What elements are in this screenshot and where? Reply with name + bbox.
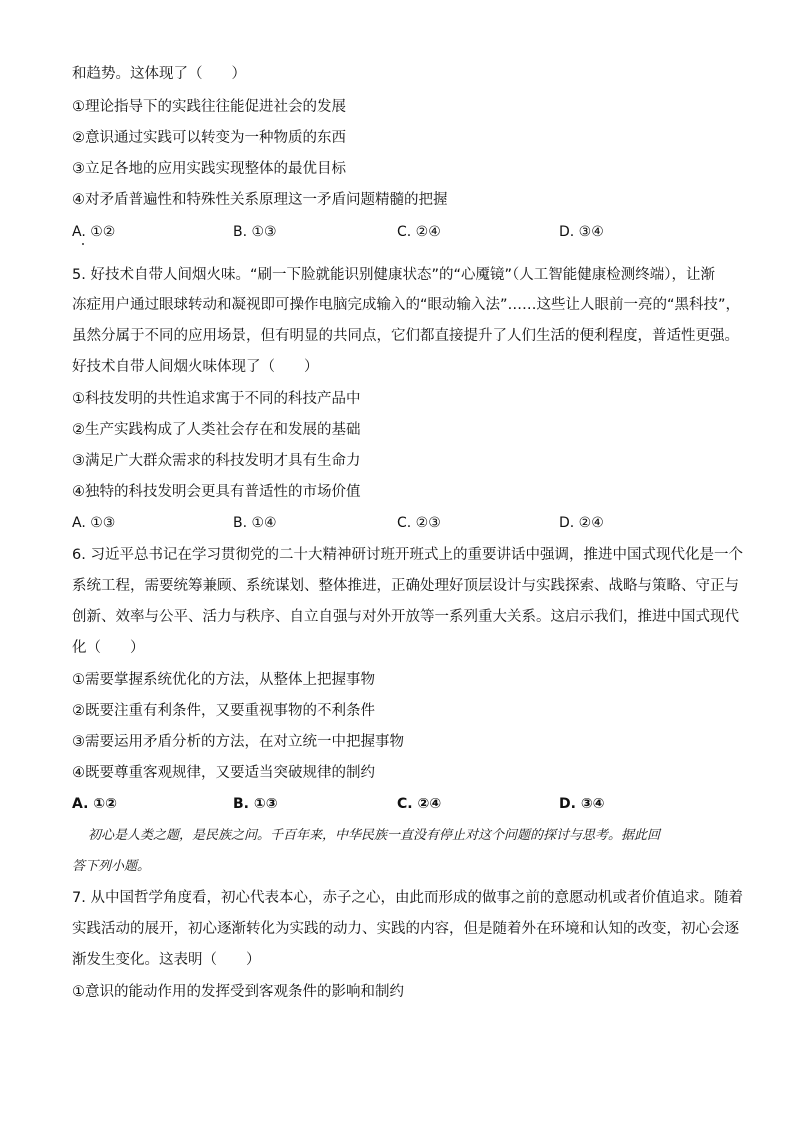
q6-stem-line-2: 系统工程，需要统筹兼顾、系统谋划、整体推进，正确处理好顶层设计与实践探索、战略与策略、守正与 xyxy=(72,578,739,594)
q6-choice-3: ③需要运用矛盾分析的方法，在对立统一中把握事物 xyxy=(72,734,404,750)
q5-option-a: A. ①③ xyxy=(72,515,116,531)
material-line-2: 答下列小题。 xyxy=(72,859,151,874)
q5-option-d: D. ②④ xyxy=(559,515,604,531)
q7-choice-1: ①意识的能动作用的发挥受到客观条件的影响和制约 xyxy=(72,984,404,1000)
stray-dot xyxy=(82,243,84,245)
q6-stem-line-1: 6. 习近平总书记在学习贯彻党的二十大精神研讨班开班式上的重要讲话中强调，推进中国式现代化是一个 xyxy=(72,547,743,563)
q5-stem-line-4: 好技术自带人间烟火味体现了（ ） xyxy=(72,359,319,375)
q5-options xyxy=(72,513,732,533)
q5-choice-3: ③满足广大群众需求的科技发明才具有生命力 xyxy=(72,453,361,469)
q5-option-c: C. ②③ xyxy=(397,515,441,531)
q7-stem-line-2: 实践活动的展开，初心逐渐转化为实践的动力、实践的内容，但是随着外在环境和认知的改变，初心会逐 xyxy=(72,921,739,937)
q5-stem-line-1: 5. 好技术自带人间烟火味。“刷一下脸就能识别健康状态”的“心魇镜”（人工智能健康检测终端），让渐 xyxy=(72,267,715,283)
q6-stem-line-3: 创新、效率与公平、活力与秩序、自立自强与对外开放等一系列重大关系。这启示我们，推进中国式现代 xyxy=(72,609,739,625)
q4-option-a: A. ①② xyxy=(72,224,116,240)
q4-option-b: B. ①③ xyxy=(233,224,277,240)
q5-choice-1: ①科技发明的共性追求寓于不同的科技产品中 xyxy=(72,391,361,407)
q6-choice-4: ④既要尊重客观规律，又要适当突破规律的制约 xyxy=(72,765,375,781)
q5-stem-line-2: 冻症用户通过眼球转动和凝视即可操作电脑完成输入的“眼动输入法”……这些让人眼前一亮的“黑科技”， xyxy=(72,297,741,313)
q4-option-c: C. ②④ xyxy=(397,224,441,240)
q6-options xyxy=(72,794,732,814)
q4-choice-3: ③立足各地的应用实践实现整体的最优目标 xyxy=(72,161,346,177)
q6-option-b: B. ①③ xyxy=(233,796,278,812)
q6-choice-1: ①需要掌握系统优化的方法，从整体上把握事物 xyxy=(72,672,375,688)
q7-stem-line-1: 7. 从中国哲学角度看，初心代表本心，赤子之心，由此而形成的做事之前的意愿动机或者价值追求。随着 xyxy=(72,890,743,906)
q5-choice-4: ④独特的科技发明会更具有普适性的市场价值 xyxy=(72,484,361,500)
q6-option-a: A. ①② xyxy=(72,796,117,812)
q6-choice-2: ②既要注重有利条件，又要重视事物的不利条件 xyxy=(72,703,375,719)
q7-stem-line-3: 渐发生变化。这表明（ ） xyxy=(72,952,261,968)
q4-option-d: D. ③④ xyxy=(559,224,604,240)
q4-options xyxy=(72,222,732,242)
q5-stem-line-3: 虽然分属于不同的应用场景，但有明显的共同点，它们都直接提升了人们生活的便利程度，普适性更强。 xyxy=(72,328,739,344)
q6-option-d: D. ③④ xyxy=(559,796,605,812)
q6-option-c: C. ②④ xyxy=(397,796,442,812)
material-line-1: 初心是人类之题，是民族之问。千百年来，中华民族一直没有停止对这个问题的探讨与思考。据此回 xyxy=(88,828,661,843)
q5-choice-2: ②生产实践构成了人类社会存在和发展的基础 xyxy=(72,422,361,438)
q5-option-b: B. ①④ xyxy=(233,515,277,531)
q4-choice-2: ②意识通过实践可以转变为一种物质的东西 xyxy=(72,130,346,146)
q4-choice-4: ④对矛盾普遍性和特殊性关系原理这一矛盾问题精髓的把握 xyxy=(72,192,448,208)
q6-stem-line-4: 化（ ） xyxy=(72,640,145,656)
q4-stem-end: 和趋势。这体现了（ ） xyxy=(72,66,246,82)
q4-choice-1: ①理论指导下的实践往往能促进社会的发展 xyxy=(72,99,346,115)
